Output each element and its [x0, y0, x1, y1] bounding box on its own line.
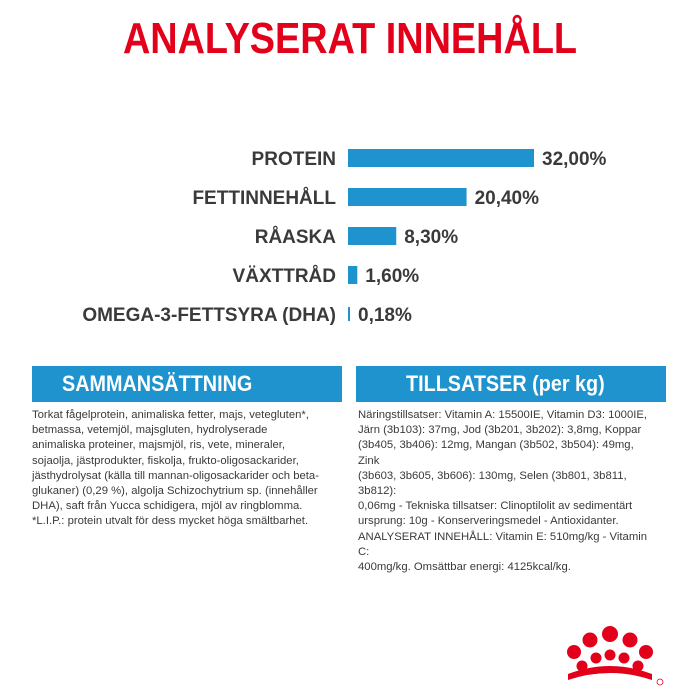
category-label: FETTINNEHÅLL: [192, 188, 336, 209]
additives-line: ANALYSERAT INNEHÅLL: Vitamin E: 510mg/kg - Vitamin C:: [358, 530, 648, 558]
additives-line: Näringstillsatser: Vitamin A: 15500IE, Vitamin D3: 1000IE,: [358, 409, 648, 421]
bar: [348, 188, 467, 206]
composition-header-label: SAMMANSÄTTNING: [62, 371, 253, 396]
bar: [348, 227, 396, 245]
composition-text: [32, 408, 347, 530]
composition-line: sojaolja, jästprodukter, fiskolja, frukto-oligosackarider,: [32, 454, 299, 467]
page-title: ANALYSERAT INNEHÅLL: [122, 14, 578, 63]
composition-line: Torkat fågelprotein, animaliska fetter, majs, vetegluten*,: [32, 409, 309, 421]
additives-line: (3b405, 3b406): 12mg, Mangan (3b502, 3b504): 49mg, Zink: [358, 439, 634, 467]
additives-line: (3b603, 3b605, 3b606): 130mg, Selen (3b801, 3b811, 3b812):: [358, 469, 627, 498]
additives-line: ursprung: 10g - Konserveringsmedel - Antioxidanter.: [358, 515, 619, 528]
nutrient-bar-chart: [0, 140, 700, 350]
composition-line: betmassa, vetemjöl, majsgluten, hydrolyserade: [32, 424, 268, 437]
value-label: 1,60%: [365, 266, 420, 287]
composition-line: DHA), saft från Yucca schidigera, mjöl av ringblomma.: [32, 500, 303, 513]
composition-line: animaliska proteiner, majsmjöl, ris, vete, mineraler,: [32, 439, 286, 452]
composition-header: [32, 366, 342, 402]
value-label: 32,00%: [542, 149, 607, 170]
royal-canin-crown-icon: [560, 618, 670, 690]
value-label: 8,30%: [404, 227, 459, 248]
value-label: 0,18%: [358, 305, 412, 326]
value-label: 20,40%: [474, 188, 540, 209]
additives-header: [356, 366, 666, 402]
additives-line: 0,06mg - Tekniska tillsatser: Clinoptilolit av sedimentärt: [358, 500, 633, 513]
composition-line: jästhydrolysat (källa till mannan-oligosackarider och beta-: [32, 469, 319, 482]
composition-line: glukaner) (0,29 %), algolja Schizochytrium sp. (innehåller: [32, 485, 318, 498]
additives-text: [358, 408, 658, 575]
additives-line: Järn (3b103): 37mg, Jod (3b201, 3b202): 3,8mg, Koppar: [358, 424, 642, 437]
bar: [348, 307, 350, 321]
category-label: RÅASKA: [254, 227, 336, 248]
category-label: VÄXTTRÅD: [232, 266, 336, 287]
additives-line: 400mg/kg. Omsättbar energi: 4125kcal/kg.: [358, 561, 571, 574]
additives-header-label: TILLSATSER (per kg): [406, 371, 605, 396]
composition-line: *L.I.P.: protein utvalt för dess mycket höga smältbarhet.: [32, 515, 309, 528]
bar: [348, 266, 357, 284]
category-label: PROTEIN: [251, 149, 336, 170]
category-label: OMEGA-3-FETTSYRA (DHA): [82, 305, 336, 326]
bar: [348, 149, 534, 167]
